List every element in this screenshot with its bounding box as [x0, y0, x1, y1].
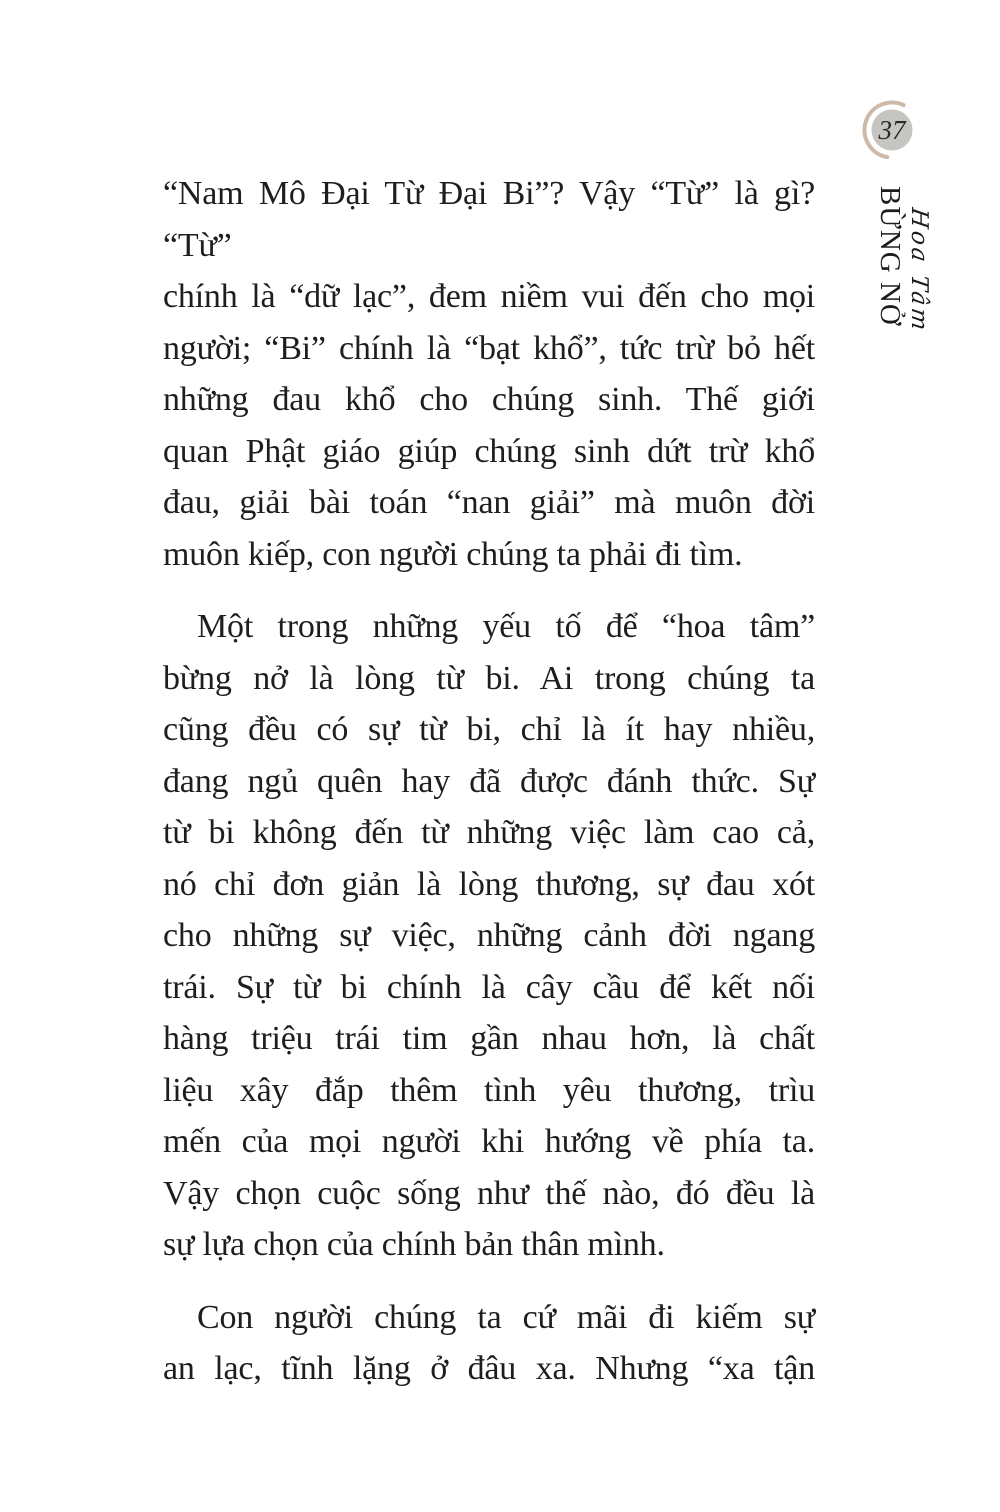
text-line: hàng triệu trái tim gần nhau hơn, là chất	[163, 1020, 815, 1057]
text-line: bừng nở là lòng từ bi. Ai trong chúng ta	[163, 659, 815, 697]
text-line: nó chỉ đơn giản là lòng thương, sự đau xót	[163, 865, 815, 903]
page-number: 37	[878, 114, 906, 145]
text-line: quan Phật giáo giúp chúng sinh dứt trừ khổ	[163, 432, 815, 470]
paragraph-3	[163, 1292, 815, 1395]
text-line: an lạc, tĩnh lặng ở đâu xa. Nhưng “xa tận	[163, 1350, 815, 1387]
page-number-badge	[856, 94, 928, 166]
book-title-script: Hoa Tâm	[906, 206, 932, 335]
paragraph-2	[163, 601, 815, 1271]
text-line: Con người chúng ta cứ mãi đi kiếm sự	[197, 1298, 815, 1336]
text-line: sự lựa chọn của chính bản thân mình.	[163, 1226, 665, 1263]
text-line: Vậy chọn cuộc sống như thế nào, đó đều là	[163, 1174, 815, 1212]
text-line: trái. Sự từ bi chính là cây cầu để kết nối	[163, 968, 815, 1006]
text-line: người; “Bi” chính là “bạt khổ”, tức trừ bỏ hết	[163, 329, 815, 367]
paragraph-1	[163, 168, 815, 580]
text-line: đau, giải bài toán “nan giải” mà muôn đời	[163, 484, 815, 521]
book-title-caps: BỪNG NỞ	[874, 186, 906, 326]
text-line: “Nam Mô Đại Từ Đại Bi”? Vậy “Từ” là gì? “Từ”	[163, 175, 815, 264]
text-line: muôn kiếp, con người chúng ta phải đi tìm.	[163, 535, 743, 573]
text-line: cho những sự việc, những cảnh đời ngang	[163, 917, 815, 954]
text-line: những đau khổ cho chúng sinh. Thế giới	[163, 381, 815, 418]
text-line: từ bi không đến từ những việc làm cao cả,	[163, 814, 815, 851]
text-line: mến của mọi người khi hướng về phía ta.	[163, 1123, 815, 1160]
text-line: đang ngủ quên hay đã được đánh thức. Sự	[163, 762, 815, 800]
body-text	[163, 168, 815, 1395]
book-title-vertical	[873, 186, 932, 333]
text-line: chính là “dữ lạc”, đem niềm vui đến cho mọi	[163, 278, 815, 315]
text-line: Một trong những yếu tố để “hoa tâm”	[197, 608, 815, 645]
text-line: cũng đều có sự từ bi, chỉ là ít hay nhiều,	[163, 711, 815, 748]
text-line: liệu xây đắp thêm tình yêu thương, trìu	[163, 1071, 815, 1109]
